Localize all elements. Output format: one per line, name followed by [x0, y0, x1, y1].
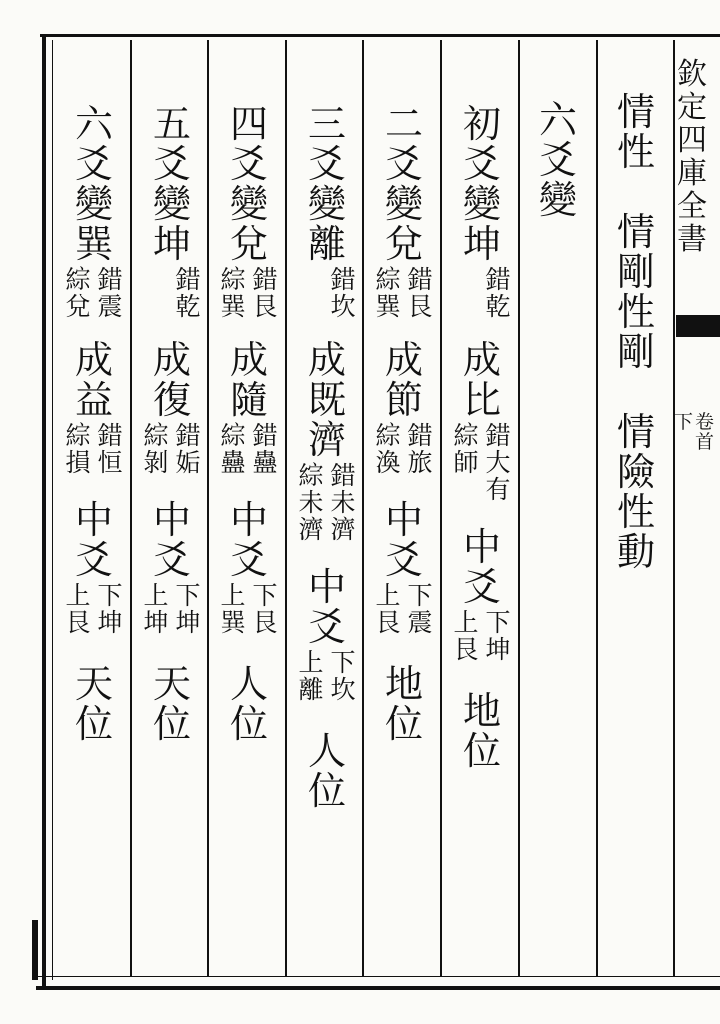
- hexagram-column: [136, 104, 208, 744]
- annotation-pair: [297, 266, 357, 320]
- annotation-pair: [219, 422, 279, 476]
- zong-label: [452, 266, 480, 320]
- hexagram-column: [213, 104, 285, 744]
- zong-label: 綜巽: [220, 265, 246, 321]
- juan-label-sub: 下: [674, 411, 694, 433]
- cuo-label: 錯艮: [407, 265, 433, 321]
- line-label: 六爻變巽: [74, 102, 113, 266]
- hexagram-column: [291, 104, 363, 811]
- zhong-yao: 中爻: [462, 525, 501, 609]
- left-margin-mark: [32, 920, 38, 980]
- annotation-pair: [219, 582, 279, 636]
- annotation-pair: [374, 582, 434, 636]
- zong-label: 綜兌: [65, 265, 91, 321]
- fishtail-mark: [676, 315, 720, 337]
- zhong-yao: 中爻: [384, 498, 423, 582]
- header-item: 情性: [616, 90, 655, 174]
- zhong-yao: 中爻: [229, 498, 268, 582]
- position-label: 地位: [462, 689, 501, 773]
- column-rule: [518, 40, 520, 976]
- left-border: [42, 34, 46, 990]
- zhong-yao: 中爻: [152, 498, 191, 582]
- annotation-pair: [219, 266, 279, 320]
- upper-trigram: 上艮: [453, 608, 479, 664]
- upper-trigram: 上巽: [220, 581, 246, 637]
- annotation-pair: [142, 422, 202, 476]
- cuo-label: 錯蠱: [252, 421, 278, 477]
- cuo-label: 錯大有: [485, 421, 511, 504]
- lower-trigram: 下坎: [330, 648, 356, 704]
- annotation-pair: [452, 266, 512, 320]
- juan-label: [674, 412, 714, 452]
- zong-label: 綜巽: [375, 265, 401, 321]
- result-hexagram: 成復: [152, 338, 191, 422]
- upper-trigram: 上艮: [65, 581, 91, 637]
- annotation-pair: [297, 462, 357, 543]
- cuo-label: 錯恒: [97, 421, 123, 477]
- line-label: 四爻變兌: [229, 102, 268, 266]
- line-label: 初爻變坤: [462, 102, 501, 266]
- result-hexagram: 成節: [384, 338, 423, 422]
- lower-trigram: 下坤: [97, 581, 123, 637]
- lower-trigram: 下坤: [175, 581, 201, 637]
- bottom-border: [36, 986, 720, 990]
- annotation-pair: [64, 266, 124, 320]
- annotation-pair: [452, 609, 512, 663]
- cuo-label: 錯未濟: [330, 461, 356, 544]
- zhong-yao: 中爻: [74, 498, 113, 582]
- upper-trigram: 上坤: [143, 581, 169, 637]
- bottom-border-thin: [36, 976, 720, 977]
- annotation-pair: [142, 266, 202, 320]
- cuo-label: 錯姤: [175, 421, 201, 477]
- line-label: 五爻變坤: [152, 102, 191, 266]
- annotation-pair: [452, 422, 512, 503]
- annotation-pair: [297, 649, 357, 703]
- result-hexagram: 成益: [74, 338, 113, 422]
- column-rule: [285, 40, 287, 976]
- hexagram-column: [446, 104, 518, 771]
- zong-label: [297, 266, 325, 320]
- result-hexagram: 成比: [462, 338, 501, 422]
- lower-trigram: 下艮: [252, 581, 278, 637]
- section-title: 六爻變: [538, 98, 577, 222]
- cuo-label: 錯旅: [407, 421, 433, 477]
- position-label: 人位: [229, 662, 268, 746]
- hexagram-column: [368, 104, 440, 744]
- left-border-thin: [52, 40, 53, 980]
- line-label: 二爻變兌: [384, 102, 423, 266]
- column-rule: [596, 40, 598, 976]
- line-label: 三爻變離: [307, 102, 346, 266]
- hexagram-column: [58, 104, 130, 744]
- cuo-label: 錯坎: [330, 265, 356, 321]
- cuo-label: 錯震: [97, 265, 123, 321]
- column-rule: [440, 40, 442, 976]
- top-border: [40, 34, 720, 37]
- zong-label: [142, 266, 170, 320]
- header-item: 情險性動: [616, 410, 655, 574]
- lower-trigram: 下坤: [485, 608, 511, 664]
- cuo-label: 錯乾: [175, 265, 201, 321]
- section-title-column: [526, 100, 590, 220]
- zhong-yao: 中爻: [307, 565, 346, 649]
- cuo-label: 錯乾: [485, 265, 511, 321]
- result-hexagram: 成隨: [229, 338, 268, 422]
- annotation-pair: [64, 422, 124, 476]
- lower-trigram: 下震: [407, 581, 433, 637]
- zong-label: 綜未濟: [298, 461, 324, 544]
- annotation-pair: [374, 266, 434, 320]
- zong-label: 綜損: [65, 421, 91, 477]
- upper-trigram: 上離: [298, 648, 324, 704]
- zong-label: 綜蠱: [220, 421, 246, 477]
- header-item: 情剛性剛: [616, 210, 655, 374]
- book-title-text: 欽定四庫全書: [677, 57, 707, 257]
- position-label: 天位: [74, 662, 113, 746]
- column-rule: [130, 40, 132, 976]
- upper-trigram: 上艮: [375, 581, 401, 637]
- annotation-pair: [142, 582, 202, 636]
- annotation-pair: [64, 582, 124, 636]
- cuo-label: 錯艮: [252, 265, 278, 321]
- zong-label: 綜渙: [375, 421, 401, 477]
- zong-label: 綜剝: [143, 421, 169, 477]
- book-title: [672, 58, 712, 256]
- position-label: 天位: [152, 662, 191, 746]
- position-label: 人位: [307, 729, 346, 813]
- juan-label-main: 卷首: [695, 411, 715, 453]
- position-label: 地位: [384, 662, 423, 746]
- header-column: [604, 92, 668, 572]
- zong-label: 綜師: [453, 421, 479, 477]
- result-hexagram: 成既濟: [307, 338, 346, 462]
- annotation-pair: [374, 422, 434, 476]
